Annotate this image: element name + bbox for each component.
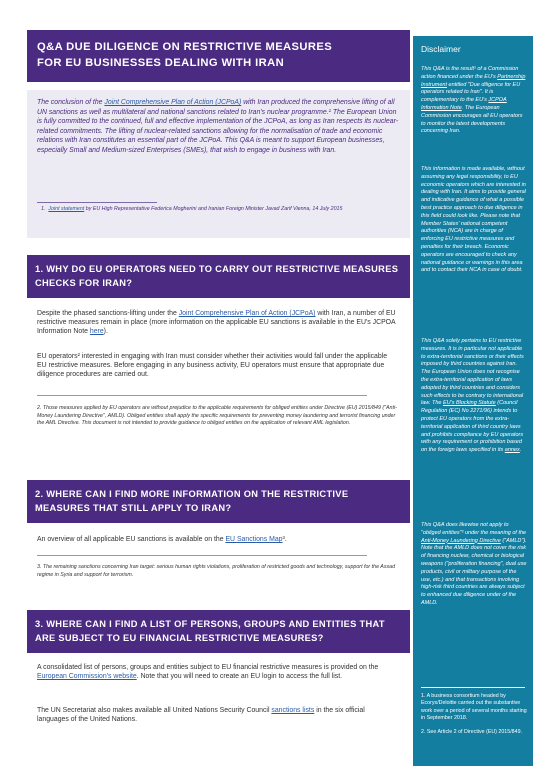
disclaimer-paragraph-1 [421,66,527,136]
partnership-instrument-link[interactable]: Partnership Instrument [421,73,526,88]
blocking-statute-link[interactable]: EU's Blocking Statute [443,400,496,407]
disclaimer-p4-text-b: ("AMLD"). Note that the AMLD does not cover the risk of financing nuclear, chemical or biological weapons ("proliferation financing", dual use products, civil or military purpose of the use, etc.) and that transactions involving high-risk third countries are always subject to enhanced due diligence under of the AMLD. [421,537,527,606]
document-title-banner [27,30,410,82]
disclaimer-sidebar [413,36,533,766]
european-commission-website-link[interactable]: European Commission's website [37,673,137,681]
s1-text-mid: with Iran, a number of EU restrictive measures remain in place (more information on the applicable EU sanctions is available in the EU's JCPOA Information Note [37,310,396,336]
intro-box [27,90,410,238]
jcpoa-information-note-link[interactable]: JCPOA Information Note [421,97,507,111]
section-2-footnote: 3. The remaining sanctions concerning Iran target: serious human rights violations, proliferation of restricted goods and technology, support for the Assad regime in Syria and support for terrorism. [37,564,396,578]
annex-link[interactable]: annex [504,447,520,454]
document-title [37,40,402,71]
intro-footnote-divider [37,202,157,203]
section-3-paragraph-1 [37,663,397,681]
s2-text-end: ³. [282,536,287,543]
document-title-line-2: FOR EU BUSINESSES DEALING WITH IRAN [37,56,285,69]
disclaimer-paragraph-2: This information is made available, without assuming any legal responsibility, to EU economic operators which are interested in dealing with Iran. It aims to provide general and indicative guidance of what a possible best practice approach to due diligence in this field could look like. Please note that Member States' national competent authorities (NCA) are in charge of enforcing EU restrictive measures and penalties for their breach. Economic operators are encouraged to check any national guidance or warnings in this area and to contact their NCA in case of doubt. [421,166,526,274]
intro-footnote-text: by EU High Representative Federica Mogherini and Iranian Foreign Minister Javad Zarif Vienna, 14 July 2015 [84,206,343,212]
disclaimer-p3-text-c: . [519,447,522,454]
s1-jcpoa-link[interactable]: Joint Comprehensive Plan of Action (JCPoA) [178,310,316,317]
s1-text: Despite the phased sanctions-lifting under the [37,310,179,317]
section-1-header [27,255,410,298]
disclaimer-p1-text-b: entitled "Due diligence for EU operators related to Iran". It is complementary to the EU's [421,81,521,104]
document-title-line-1: Q&A DUE DILIGENCE ON RESTRICTIVE MEASURES [37,41,333,53]
s2-text: An overview of all applicable EU sanctions is available on the [37,536,226,543]
s3-text: A consolidated list of persons, groups and entities subject to EU financial restrictive measures is provided on the [37,664,379,671]
section-3-paragraph-2 [37,706,397,724]
intro-text-cont: with Iran produced the comprehensive lifting of all UN sanctions as well as multilateral and national sanctions related to Iran's nuclear programme.¹ The European Union is fully committed to the continued, full and effective implementation of the JCPoA, as long as Iran respects its nuclear-related commitments. The lifting of nuclear-related sanctions allowing for the normalisation of trade and economic relations with Iran constitutes an essential part of the JCPoA. This Q&A is meant to support European businesses, especially Small and Medium-sized Enterprises (SMEs), that wish to engage in business with Iran. [37,99,399,154]
sidebar-footnote-divider [421,687,525,688]
disclaimer-p3-text-b: (Council Regulation (EC) No 2271/96) intends to protect EU operators from the extra-territorial application of third country laws and prohibits compliance by EU operators with any requirement or prohibition based on the foreign laws specified in its [421,400,524,454]
disclaimer-paragraph-3 [421,338,527,455]
section-1-paragraph-2: EU operators² interested in engaging with Iran must consider whether their activities would fall under the applicable EU restrictive measures. Before engaging in any business activity, EU operators must ensure that appropriate due diligence procedures are carried out. [37,353,388,379]
sidebar-footnote-1: 1. A business consortium headed by Ecorys/Deloitte carried out the substantive work over a period of several months starting in September 2018. [421,693,527,721]
s1-text-end: ). [103,328,108,336]
s3-text-2-end: in the six official languages of the United Nations. [37,707,365,724]
jcpoa-link[interactable]: Joint Comprehensive Plan of Action (JCPoA) [104,99,242,106]
section-2-header [27,480,410,523]
eu-sanctions-map-link[interactable]: EU Sanctions Map [225,536,283,543]
section-1-footnote-divider [37,395,367,396]
s3-text-2: The UN Secretariat also makes available all United Nations Security Council [37,707,272,714]
amld-link[interactable]: Anti-Money Laundering Directive [421,537,501,544]
jcpoa-info-note-link[interactable]: here [89,328,104,336]
intro-paragraph [37,98,400,156]
intro-text: The conclusion of the [37,99,105,106]
sidebar-footnote-2: 2. See Article 2 of Directive (EU) 2015/849. [421,729,522,735]
section-3-heading: 3. WHERE CAN I FIND A LIST OF PERSONS, GROUPS AND ENTITIES THAT ARE SUBJECT TO EU FINANCIAL RESTRICTIVE MEASURES? [35,619,385,643]
disclaimer-heading: Disclaimer [421,44,461,54]
section-2-heading: 2. WHERE CAN I FIND MORE INFORMATION ON THE RESTRICTIVE MEASURES THAT STILL APPLY TO IRAN? [35,489,349,513]
section-1-paragraph-1 [37,309,397,337]
section-1-heading: 1. WHY DO EU OPERATORS NEED TO CARRY OUT RESTRICTIVE MEASURES CHECKS FOR IRAN? [35,264,399,288]
section-2-paragraph [37,535,397,544]
intro-footnote [41,206,402,214]
disclaimer-p3-text: This Q&A solely pertains to EU restrictive measures. It is in particular not applicable to extra-territorial sanctions or their effects imposed by third countries against Iran. The European Union does not recognise the extra-territorial application of laws adopted by third countries and considers such effects to be contrary to international law. The [421,338,524,407]
section-1-footnote: 2. Those measures applied by EU operators are without prejudice to the applicable requirements for obliged entities under Directive (EU) 2015/849 ("Anti-Money Laundering Directive", AMLD). Obliged entities shall apply the specific requirements for preventing money laundering and terrorist financing under the AML Directive. This document is not intended to provide guidance to obliged entities on the application of relevant AML legislation. [37,405,397,426]
disclaimer-p1-text-c: . The European Commission encourages all EU operators to monitor the latest developments concerning Iran. [421,104,523,135]
s3-text-end: . Note that you will need to create an EU login to access the full list. [136,673,343,681]
disclaimer-p4-text: This Q&A does likewise not apply to "obliged entities"² under the meaning of the [421,522,527,536]
sanctions-lists-link[interactable]: sanctions lists [271,707,315,714]
disclaimer-paragraph-4 [421,522,527,608]
section-3-header [27,610,410,653]
intro-footnote-number: 1. [41,206,46,212]
disclaimer-p1-text: This Q&A is the result¹ of a Commission action financed under the EU's [421,66,519,80]
joint-statement-link[interactable]: Joint statement [48,206,85,212]
section-2-footnote-divider [37,555,367,556]
